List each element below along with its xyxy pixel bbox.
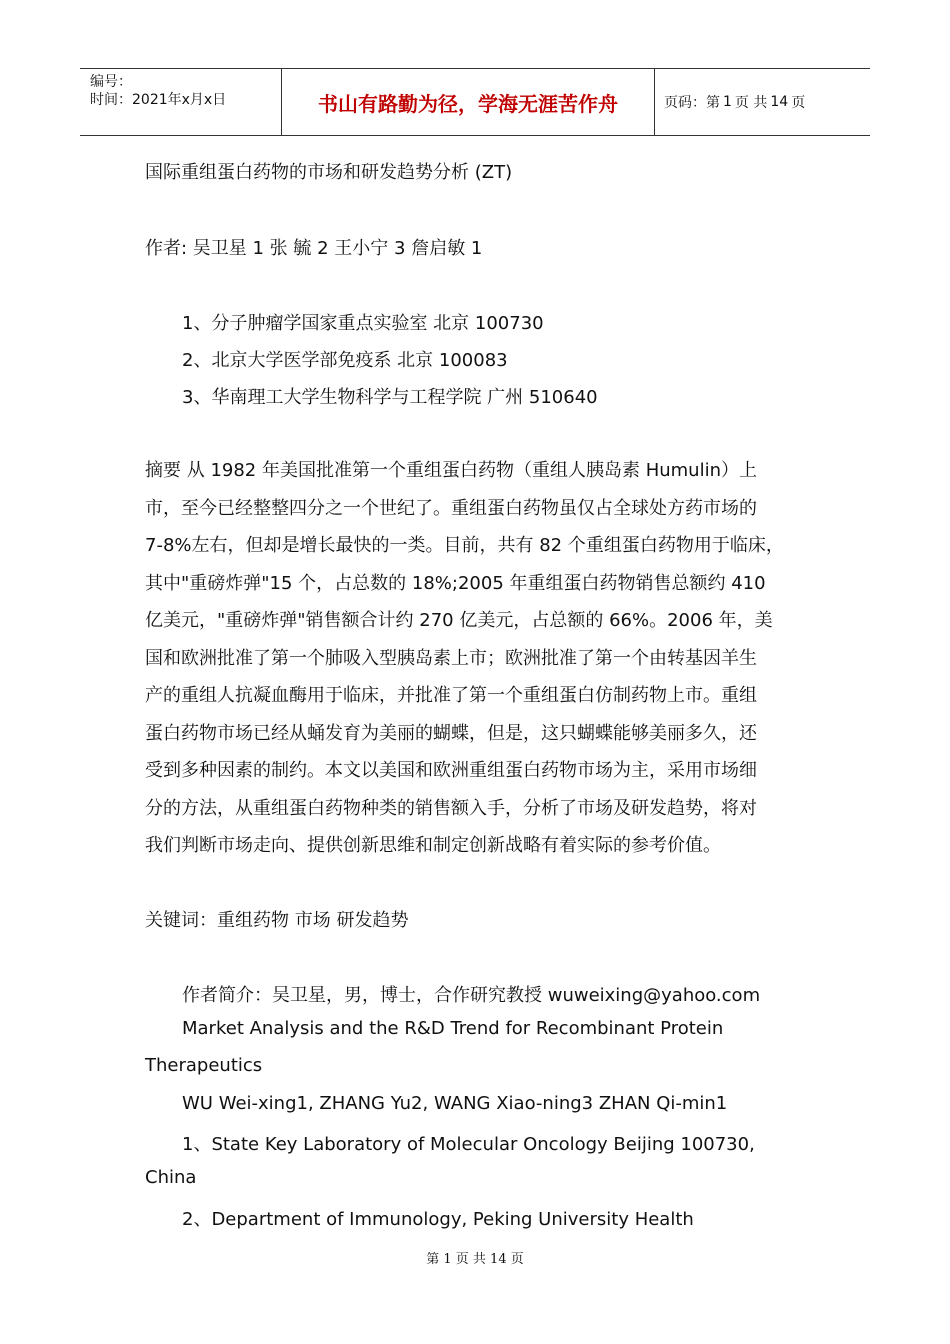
page-number: 1: [723, 94, 732, 110]
header-meta: [80, 69, 281, 135]
abstract-line: 我们判断市场走向、提供创新思维和制定创新战略有着实际的参考价值。: [145, 835, 721, 856]
affiliation-2: 2、北京大学医学部免疫系 北京 100083: [182, 350, 508, 371]
abstract-line: 产的重组人抗凝血酶用于临床，并批准了第一个重组蛋白仿制药物上市。重组: [145, 685, 757, 706]
keywords: 关键词：重组药物 市场 研发趋势: [145, 910, 409, 931]
abstract-line: 分的方法，从重组蛋白药物种类的销售额入手，分析了市场及研发趋势，将对: [145, 797, 757, 819]
abstract-line: 市，至今已经整整四分之一个世纪了。重组蛋白药物虽仅占全球处方药市场的: [145, 497, 757, 519]
header-page-info: [655, 69, 870, 135]
abstract-line: 摘要 从 1982 年美国批准第一个重组蛋白药物（重组人胰岛素 Humulin）上: [145, 460, 757, 481]
number-label: 编号：: [90, 74, 132, 90]
abstract-line: 受到多种因素的制约。本文以美国和欧洲重组蛋白药物市场为主，采用市场细: [145, 760, 757, 781]
abstract-line: 国和欧洲批准了第一个肺吸入型胰岛素上市；欧洲批准了第一个由转基因羊生: [145, 647, 757, 669]
page-total: 14: [770, 94, 789, 110]
page-end-label: 页: [791, 95, 806, 111]
english-authors: WU Wei-xing1, ZHANG Yu2, WANG Xiao-ning3 ZHAN Qi-min1: [182, 1093, 728, 1114]
header-motto: 书山有路勤为径，学海无涯苦作舟: [281, 69, 655, 135]
page-label: 页码：第: [664, 95, 720, 111]
page-mid-label: 页 共: [734, 95, 768, 111]
english-affiliation-1: 1、State Key Laboratory of Molecular Oncology Beijing 100730,: [182, 1134, 755, 1155]
english-affiliation-2: 2、Department of Immunology, Peking University Health: [182, 1209, 694, 1230]
author-line: 作者: 吴卫星 1 张 毓 2 王小宁 3 詹启敏 1: [145, 238, 483, 259]
abstract-line: 7-8%左右，但却是增长最快的一类。目前，共有 82 个重组蛋白药物用于临床，: [145, 535, 784, 556]
abstract-line: 其中"重磅炸弹"15 个，占总数的 18%;2005 年重组蛋白药物销售总额约 410: [145, 572, 766, 594]
affiliation-1: 1、分子肿瘤学国家重点实验室 北京 100730: [182, 313, 544, 334]
time-label: 时间：2021年x月x日: [90, 92, 227, 108]
author-bio: 作者简介：吴卫星，男，博士，合作研究教授 wuweixing@yahoo.com: [182, 985, 761, 1006]
english-title-line-2: Therapeutics: [145, 1055, 263, 1076]
abstract-line: 亿美元，"重磅炸弹"销售额合计约 270 亿美元，占总额的 66%。2006 年，美: [145, 610, 773, 631]
abstract-line: 蛋白药物市场已经从蛹发育为美丽的蝴蝶，但是，这只蝴蝶能够美丽多久，还: [145, 722, 757, 744]
affiliation-3: 3、华南理工大学生物科学与工程学院 广州 510640: [182, 387, 598, 408]
english-title-line-1: Market Analysis and the R&D Trend for Recombinant Protein: [182, 1018, 724, 1039]
abstract: [145, 452, 805, 865]
english-affiliation-1-cont: China: [145, 1167, 197, 1188]
document-title: 国际重组蛋白药物的市场和研发趋势分析 (ZT): [145, 162, 513, 183]
page-header: [80, 68, 870, 136]
page-footer: 第 1 页 共 14 页: [426, 1252, 524, 1267]
